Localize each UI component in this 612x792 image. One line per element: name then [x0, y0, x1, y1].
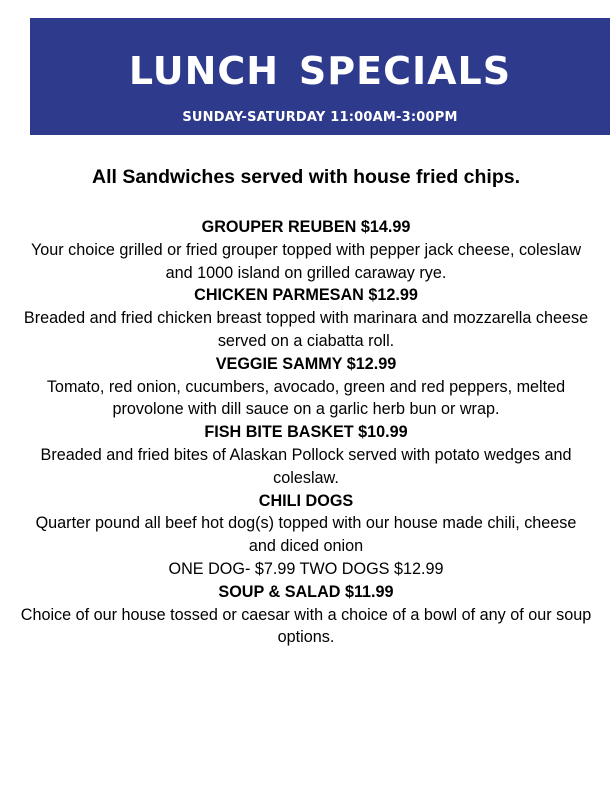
menu-item-prices: ONE DOG- $7.99 TWO DOGS $12.99 — [168, 559, 444, 578]
menu-item-description: Quarter pound all beef hot dog(s) topped with our house made chili, cheese and diced onion — [35, 514, 577, 556]
menu-item-description: Tomato, red onion, cucumbers, avocado, green and red peppers, melted provolone with dill sauce on a garlic herb bun or wrap. — [46, 377, 566, 419]
menu-item-title: FISH BITE BASKET $10.99 — [204, 423, 408, 442]
menu-item-soup-salad — [20, 581, 592, 649]
menu-item-title: VEGGIE SAMMY $12.99 — [215, 354, 397, 373]
menu-item-title: CHILI DOGS — [258, 491, 354, 510]
menu-item-chili-dogs — [20, 490, 592, 581]
menu-item-grouper-reuben — [20, 216, 592, 284]
menu-item-description: Breaded and fried bites of Alaskan Pollock served with potato wedges and coleslaw. — [40, 445, 572, 487]
menu-item-title: CHICKEN PARMESAN $12.99 — [194, 286, 418, 305]
tagline: All Sandwiches served with house fried chips. — [91, 166, 521, 188]
menu-item-chicken-parmesan — [20, 284, 592, 352]
menu-list — [20, 216, 592, 649]
page-title: lunch specials — [128, 34, 512, 97]
menu-item-fish-bite-basket — [20, 421, 592, 489]
service-hours: SUNDAY-SATURDAY 11:00AM-3:00PM — [182, 110, 458, 125]
header-banner — [30, 18, 610, 135]
menu-item-title: GROUPER REUBEN $14.99 — [201, 218, 411, 236]
menu-item-description: Choice of our house tossed or caesar with a choice of a bowl of any of our soup options. — [20, 605, 592, 647]
menu-item-description: Breaded and fried chicken breast topped with marinara and mozzarella cheese served on a ciabatta roll. — [23, 309, 589, 350]
menu-item-title: SOUP & SALAD $11.99 — [218, 582, 394, 601]
menu-item-description: Your choice grilled or fried grouper topped with pepper jack cheese, coleslaw and 1000 island on grilled caraway rye. — [30, 240, 582, 282]
menu-item-veggie-sammy — [20, 353, 592, 421]
